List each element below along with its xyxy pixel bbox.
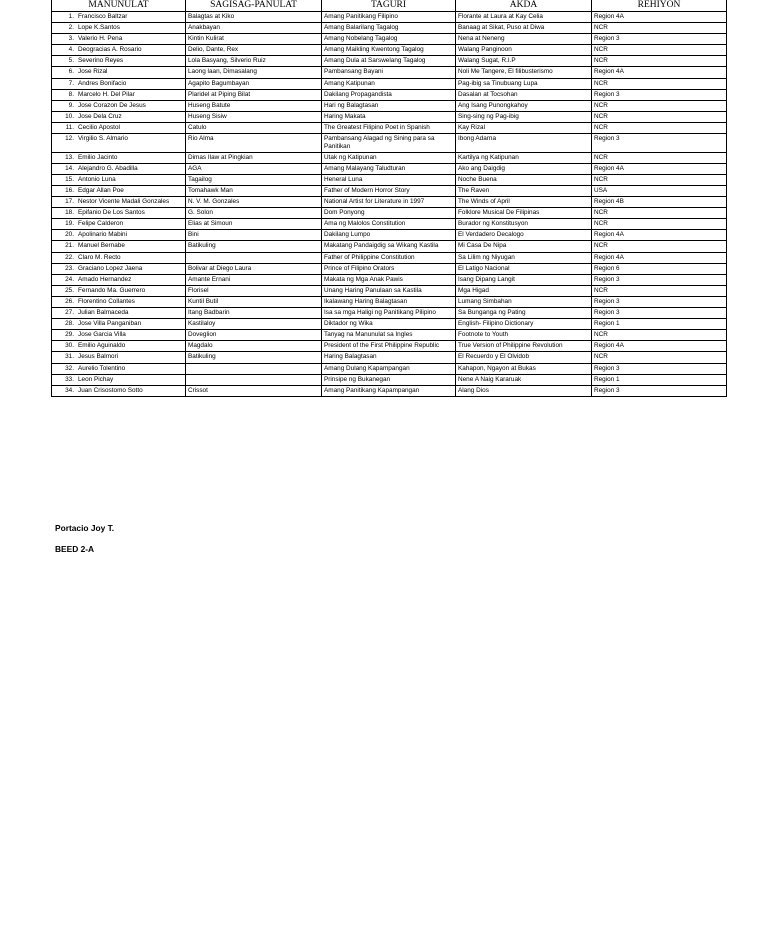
cell-manunulat xyxy=(52,352,186,363)
cell-akda: Banaag at Sikat, Puso at Diwa xyxy=(456,23,592,34)
cell-sagisag-panulat xyxy=(186,363,322,374)
cell-rehiyon: Region 6 xyxy=(592,263,727,274)
author-fullname: Jose Corazon De Jesus xyxy=(78,101,146,109)
cell-manunulat xyxy=(52,341,186,352)
author-fullname: Lope K.Santos xyxy=(78,24,120,32)
row-number: 15. xyxy=(65,175,74,183)
cell-manunulat xyxy=(52,219,186,230)
table-row xyxy=(52,174,727,185)
cell-sagisag-panulat: Laong laan, Dimasalang xyxy=(186,67,322,78)
cell-manunulat xyxy=(52,34,186,45)
table-row xyxy=(52,78,727,89)
cell-akda: Folklore Musical De Filipinas xyxy=(456,208,592,219)
cell-akda: Pag-ibig sa Tinubuang Lupa xyxy=(456,78,592,89)
cell-manunulat xyxy=(52,134,186,153)
cell-taguri: Makata ng Mga Anak Pawis xyxy=(322,274,456,285)
cell-taguri: Amang Panitikang Kapampangan xyxy=(322,385,456,396)
cell-taguri: Ikalawang Haring Balagtasan xyxy=(322,296,456,307)
author-fullname: Valerio H. Pena xyxy=(78,35,123,43)
cell-akda: Burador ng Konstitusyon xyxy=(456,219,592,230)
cell-sagisag-panulat: Kuntil Butil xyxy=(186,296,322,307)
author-fullname: Aurelio Tolentino xyxy=(78,364,126,372)
cell-rehiyon: NCR xyxy=(592,330,727,341)
row-number: 7. xyxy=(68,79,74,87)
table-row xyxy=(52,100,727,111)
cell-sagisag-panulat: Lola Basyang, Silverio Ruiz xyxy=(186,56,322,67)
cell-taguri: Makatang Pandaigdig sa Wikang Kastila xyxy=(322,241,456,252)
table-row xyxy=(52,219,727,230)
author-fullname: Emilio Aguinaldo xyxy=(78,342,126,350)
cell-akda: Mga Higad xyxy=(456,285,592,296)
cell-sagisag-panulat: G. Solon xyxy=(186,208,322,219)
cell-rehiyon: Region 3 xyxy=(592,34,727,45)
table-row xyxy=(52,67,727,78)
table-row xyxy=(52,122,727,133)
author-fullname: Amado Hernandez xyxy=(78,275,132,283)
cell-taguri: Dakilang Propagandista xyxy=(322,89,456,100)
cell-manunulat xyxy=(52,319,186,330)
row-number: 30. xyxy=(65,342,74,350)
cell-taguri: Amang Panitikang Filipino xyxy=(322,12,456,23)
cell-manunulat xyxy=(52,208,186,219)
cell-sagisag-panulat: Agapito Bagumbayan xyxy=(186,78,322,89)
cell-manunulat xyxy=(52,230,186,241)
author-fullname: Francisco Baltzar xyxy=(78,13,128,20)
cell-akda: El Recuerdo y El Olvidob xyxy=(456,352,592,363)
cell-akda: Sa Lilim ng Niyugan xyxy=(456,252,592,263)
cell-sagisag-panulat: Batikuling xyxy=(186,241,322,252)
cell-akda: Ang Isang Punongkahoy xyxy=(456,100,592,111)
cell-taguri: Pambansang Bayani xyxy=(322,67,456,78)
column-header-akda: AKDA xyxy=(456,0,592,12)
cell-akda: Florante at Laura at Kay Celia xyxy=(456,12,592,23)
author-fullname: Alejandro G. Abadilla xyxy=(78,164,138,172)
cell-manunulat xyxy=(52,263,186,274)
table-row xyxy=(52,263,727,274)
cell-manunulat xyxy=(52,111,186,122)
cell-akda: Ibong Adarna xyxy=(456,134,592,153)
cell-manunulat xyxy=(52,56,186,67)
cell-manunulat xyxy=(52,363,186,374)
cell-akda: Alang Dios xyxy=(456,385,592,396)
author-fullname: Julian Balmaceda xyxy=(78,309,129,317)
cell-manunulat xyxy=(52,67,186,78)
cell-rehiyon: NCR xyxy=(592,45,727,56)
cell-taguri: Father of Modern Horror Story xyxy=(322,186,456,197)
cell-akda: The Winds of April xyxy=(456,197,592,208)
cell-rehiyon: NCR xyxy=(592,152,727,163)
column-header-manunulat: MANUNULAT xyxy=(52,0,186,12)
author-fullname: Apolinario Mabini xyxy=(78,231,128,239)
author-name: Portacio Joy T. xyxy=(55,523,115,533)
cell-taguri: Father of Philippine Constitution xyxy=(322,252,456,263)
cell-manunulat xyxy=(52,78,186,89)
cell-sagisag-panulat: Bini xyxy=(186,230,322,241)
cell-rehiyon: NCR xyxy=(592,78,727,89)
row-number: 26. xyxy=(65,297,74,305)
author-fullname: Antonio Luna xyxy=(78,175,116,183)
cell-rehiyon: Region 3 xyxy=(592,134,727,153)
cell-rehiyon: Region 4A xyxy=(592,67,727,78)
cell-akda: Nena at Neneng xyxy=(456,34,592,45)
cell-taguri: Tanyag na Manunulat sa Ingles xyxy=(322,330,456,341)
author-fullname: Virgilio S. Almario xyxy=(78,135,128,143)
table-row xyxy=(52,208,727,219)
cell-akda: Sing-sing ng Pag-ibig xyxy=(456,111,592,122)
row-number: 4. xyxy=(68,46,74,54)
cell-manunulat xyxy=(52,197,186,208)
author-fullname: Andres Bonifacio xyxy=(78,79,127,87)
cell-sagisag-panulat: Delio, Dante, Rex xyxy=(186,45,322,56)
cell-rehiyon: NCR xyxy=(592,219,727,230)
table-row xyxy=(52,45,727,56)
cell-taguri: Pambansang Alagad ng Sining para sa Panitikan xyxy=(322,134,456,153)
cell-manunulat xyxy=(52,174,186,185)
table-row xyxy=(52,23,727,34)
cell-manunulat xyxy=(52,296,186,307)
cell-rehiyon: Region 4A xyxy=(592,252,727,263)
author-fullname: Edgar Allan Poe xyxy=(78,187,124,194)
column-header-taguri: TAGURI xyxy=(322,0,456,12)
cell-manunulat xyxy=(52,89,186,100)
table-row xyxy=(52,352,727,363)
author-section: BEED 2-A xyxy=(55,544,95,554)
table-row xyxy=(52,56,727,67)
cell-taguri: Utak ng Katipunan xyxy=(322,152,456,163)
cell-taguri: Haring Makata xyxy=(322,111,456,122)
cell-sagisag-panulat: Rio Alma xyxy=(186,134,322,153)
cell-sagisag-panulat: Itang Badbarin xyxy=(186,308,322,319)
cell-sagisag-panulat: Catulo xyxy=(186,122,322,133)
cell-sagisag-panulat: Bolivar at Diego Laura xyxy=(186,263,322,274)
table-row xyxy=(52,186,727,197)
cell-taguri: Prinsipe ng Bukanegan xyxy=(322,374,456,385)
cell-taguri: Amang Balarilang Tagalog xyxy=(322,23,456,34)
author-fullname: Marcelo H. Del Pilar xyxy=(78,90,135,98)
cell-sagisag-panulat: Kastilaloy xyxy=(186,319,322,330)
cell-akda: Walang Sugat, R.I.P xyxy=(456,56,592,67)
row-number: 32. xyxy=(65,364,74,372)
row-number: 14. xyxy=(65,164,74,172)
table-row xyxy=(52,341,727,352)
table-row xyxy=(52,285,727,296)
cell-taguri: Haring Balagtasan xyxy=(322,352,456,363)
cell-sagisag-panulat: Amante Ernani xyxy=(186,274,322,285)
cell-manunulat xyxy=(52,330,186,341)
cell-akda: Sa Bunganga ng Pating xyxy=(456,308,592,319)
table-body xyxy=(52,12,727,397)
table-row xyxy=(52,111,727,122)
cell-taguri: Amang Maikling Kwentong Tagalog xyxy=(322,45,456,56)
cell-taguri: Amang Nobelang Tagalog xyxy=(322,34,456,45)
cell-akda: Mi Casa De Nipa xyxy=(456,241,592,252)
column-header-sagisag-panulat: SAGISAG-PANULAT xyxy=(186,0,322,12)
row-number: 18. xyxy=(65,209,74,217)
cell-taguri: Amang Dula at Sarswelang Tagalog xyxy=(322,56,456,67)
cell-taguri: Dom Ponyong xyxy=(322,208,456,219)
cell-akda: Kahapon, Ngayon at Bukas xyxy=(456,363,592,374)
cell-akda: The Raven xyxy=(456,186,592,197)
cell-manunulat xyxy=(52,12,186,23)
row-number: 22. xyxy=(65,253,74,261)
row-number: 6. xyxy=(68,68,74,76)
row-number: 3. xyxy=(68,35,74,43)
table-row xyxy=(52,241,727,252)
cell-rehiyon: NCR xyxy=(592,111,727,122)
cell-sagisag-panulat: Magdalo xyxy=(186,341,322,352)
cell-manunulat xyxy=(52,274,186,285)
cell-akda: Dasalan at Tocsohan xyxy=(456,89,592,100)
table-row xyxy=(52,252,727,263)
cell-akda: Kay Rizal xyxy=(456,122,592,133)
cell-rehiyon: Region 4B xyxy=(592,197,727,208)
row-number: 29. xyxy=(65,331,74,339)
cell-manunulat xyxy=(52,163,186,174)
row-number: 31. xyxy=(65,353,74,361)
cell-sagisag-panulat: Doveglion xyxy=(186,330,322,341)
cell-taguri: Dakilang Lumpo xyxy=(322,230,456,241)
cell-taguri: Amang Katipunan xyxy=(322,78,456,89)
cell-sagisag-panulat: Huseng Sisiw xyxy=(186,111,322,122)
cell-sagisag-panulat: Huseng Batute xyxy=(186,100,322,111)
cell-rehiyon: Region 1 xyxy=(592,319,727,330)
cell-rehiyon: Region 3 xyxy=(592,308,727,319)
author-fullname: Florentino Collantes xyxy=(78,297,135,305)
cell-sagisag-panulat: Batikuling xyxy=(186,352,322,363)
row-number: 27. xyxy=(65,309,74,317)
table-row xyxy=(52,308,727,319)
author-fullname: Jose Villa Panganiban xyxy=(78,320,142,328)
cell-rehiyon: NCR xyxy=(592,56,727,67)
cell-taguri: The Greatest Filipino Poet in Spanish xyxy=(322,122,456,133)
row-number: 24. xyxy=(65,275,74,283)
cell-rehiyon: NCR xyxy=(592,174,727,185)
cell-rehiyon: Region 3 xyxy=(592,89,727,100)
cell-manunulat xyxy=(52,285,186,296)
row-number: 1. xyxy=(68,13,74,20)
author-fullname: Graciano Lopez Jaena xyxy=(78,264,143,272)
cell-rehiyon: NCR xyxy=(592,100,727,111)
column-header-rehiyon: REHIYON xyxy=(592,0,727,12)
cell-rehiyon: Region 3 xyxy=(592,363,727,374)
cell-sagisag-panulat: Anakbayan xyxy=(186,23,322,34)
cell-manunulat xyxy=(52,308,186,319)
cell-manunulat xyxy=(52,122,186,133)
cell-sagisag-panulat xyxy=(186,374,322,385)
author-fullname: Fernando Ma. Guerrero xyxy=(78,286,146,294)
author-fullname: Jose Garcia Villa xyxy=(78,331,126,339)
cell-rehiyon: Region 4A xyxy=(592,163,727,174)
cell-rehiyon: Region 3 xyxy=(592,274,727,285)
cell-rehiyon: NCR xyxy=(592,122,727,133)
cell-taguri: Diktador ng Wika xyxy=(322,319,456,330)
row-number: 2. xyxy=(68,24,74,32)
cell-rehiyon: Region 4A xyxy=(592,230,727,241)
row-number: 20. xyxy=(65,231,74,239)
row-number: 34. xyxy=(65,386,74,394)
table-row xyxy=(52,34,727,45)
row-number: 33. xyxy=(65,375,74,383)
cell-rehiyon: NCR xyxy=(592,23,727,34)
cell-taguri: Prince of Filipino Orators xyxy=(322,263,456,274)
row-number: 8. xyxy=(68,90,74,98)
row-number: 5. xyxy=(68,57,74,65)
cell-manunulat xyxy=(52,23,186,34)
row-number: 11. xyxy=(65,123,74,131)
cell-akda: Footnote to Youth xyxy=(456,330,592,341)
cell-manunulat xyxy=(52,45,186,56)
table-header-row xyxy=(52,0,727,12)
cell-sagisag-panulat: Florisel xyxy=(186,285,322,296)
cell-akda: Isang Dipang Langit xyxy=(456,274,592,285)
table-row xyxy=(52,89,727,100)
cell-manunulat xyxy=(52,100,186,111)
author-fullname: Emilio Jacinto xyxy=(78,153,118,161)
author-fullname: Jose Dela Cruz xyxy=(78,112,122,120)
cell-rehiyon: NCR xyxy=(592,352,727,363)
cell-manunulat xyxy=(52,152,186,163)
cell-taguri: Hari ng Balagtasan xyxy=(322,100,456,111)
cell-akda: Walang Panginoon xyxy=(456,45,592,56)
cell-akda: English- Filipino Dictionary xyxy=(456,319,592,330)
author-fullname: Deogracias A. Rosario xyxy=(78,46,142,54)
row-number: 19. xyxy=(65,220,74,228)
manunulat-table xyxy=(51,0,727,397)
cell-sagisag-panulat: AGA xyxy=(186,163,322,174)
author-fullname: Manuel Bernabe xyxy=(78,242,125,250)
cell-rehiyon: USA xyxy=(592,186,727,197)
table-row xyxy=(52,163,727,174)
row-number: 9. xyxy=(68,101,74,109)
table-row xyxy=(52,374,727,385)
author-fullname: Felipe Calderon xyxy=(78,220,124,228)
author-fullname: Nestor Vicente Madali Gonzales xyxy=(78,198,170,206)
cell-sagisag-panulat: Plaridel at Piping Bilat xyxy=(186,89,322,100)
cell-sagisag-panulat xyxy=(186,252,322,263)
cell-akda: True Version of Philippine Revolution xyxy=(456,341,592,352)
cell-sagisag-panulat: Dimas Ilaw at Pingkian xyxy=(186,152,322,163)
table-row xyxy=(52,296,727,307)
cell-rehiyon: Region 4A xyxy=(592,341,727,352)
table-row xyxy=(52,12,727,23)
table-row xyxy=(52,134,727,153)
cell-akda: El Latigo Nacional xyxy=(456,263,592,274)
cell-manunulat xyxy=(52,374,186,385)
cell-rehiyon: NCR xyxy=(592,208,727,219)
row-number: 10. xyxy=(65,112,74,120)
author-fullname: Leon Pichay xyxy=(78,375,114,383)
cell-akda: Noli Me Tangere, El filibusterismo xyxy=(456,67,592,78)
row-number: 12. xyxy=(65,135,74,143)
table-row xyxy=(52,230,727,241)
cell-rehiyon: Region 3 xyxy=(592,296,727,307)
author-fullname: Jose Rizal xyxy=(78,68,108,76)
cell-sagisag-panulat: Tagailog xyxy=(186,174,322,185)
cell-rehiyon: NCR xyxy=(592,241,727,252)
cell-sagisag-panulat: Balagtas at Kiko xyxy=(186,12,322,23)
table-row xyxy=(52,152,727,163)
cell-akda: Lumang Simbahan xyxy=(456,296,592,307)
cell-sagisag-panulat: Crissot xyxy=(186,385,322,396)
cell-akda: Kartilya ng Katipunan xyxy=(456,152,592,163)
cell-taguri: Amang Malayang Taludturan xyxy=(322,163,456,174)
cell-taguri: Unang Haring Panulaan sa Kastila xyxy=(322,285,456,296)
cell-taguri: Heneral Luna xyxy=(322,174,456,185)
cell-taguri: Ama ng Malolos Constitution xyxy=(322,219,456,230)
table-row xyxy=(52,363,727,374)
table-row xyxy=(52,330,727,341)
row-number: 25. xyxy=(65,286,74,294)
cell-manunulat xyxy=(52,252,186,263)
author-fullname: Cecilio Apostol xyxy=(78,123,120,131)
cell-taguri: Isa sa mga Haligi ng Panitikang Pilipino xyxy=(322,308,456,319)
cell-manunulat xyxy=(52,186,186,197)
table-row xyxy=(52,197,727,208)
row-number: 21. xyxy=(65,242,74,250)
cell-sagisag-panulat: Kintin Kulirat xyxy=(186,34,322,45)
cell-taguri: President of the First Philippine Republic xyxy=(322,341,456,352)
cell-rehiyon: NCR xyxy=(592,285,727,296)
cell-akda: El Verdadero Decalogo xyxy=(456,230,592,241)
cell-taguri: National Artist for Literature in 1997 xyxy=(322,197,456,208)
cell-rehiyon: Region 3 xyxy=(592,385,727,396)
cell-akda: Nene A Naig Kararuak xyxy=(456,374,592,385)
cell-taguri: Amang Dulang Kapampangan xyxy=(322,363,456,374)
author-fullname: Claro M. Recto xyxy=(78,253,121,261)
cell-manunulat xyxy=(52,241,186,252)
cell-akda: Ako ang Daigdig xyxy=(456,163,592,174)
author-fullname: Juan Crisostomo Sotto xyxy=(78,386,143,394)
cell-sagisag-panulat: N. V. M. Gonzales xyxy=(186,197,322,208)
cell-sagisag-panulat: Tomahawk Man xyxy=(186,186,322,197)
author-fullname: Jesus Balmori xyxy=(78,353,119,361)
author-fullname: Severino Reyes xyxy=(78,57,124,65)
author-fullname: Epifanio De Los Santos xyxy=(78,209,145,217)
cell-manunulat xyxy=(52,385,186,396)
cell-rehiyon: Region 4A xyxy=(592,12,727,23)
row-number: 28. xyxy=(65,320,74,328)
table-row xyxy=(52,385,727,396)
row-number: 13. xyxy=(65,153,74,161)
row-number: 16. xyxy=(65,187,74,194)
row-number: 17. xyxy=(65,198,74,206)
cell-akda: Noche Buena xyxy=(456,174,592,185)
table-row xyxy=(52,319,727,330)
table-row xyxy=(52,274,727,285)
cell-sagisag-panulat: Elias at Simoun xyxy=(186,219,322,230)
row-number: 23. xyxy=(65,264,74,272)
cell-rehiyon: Region 1 xyxy=(592,374,727,385)
